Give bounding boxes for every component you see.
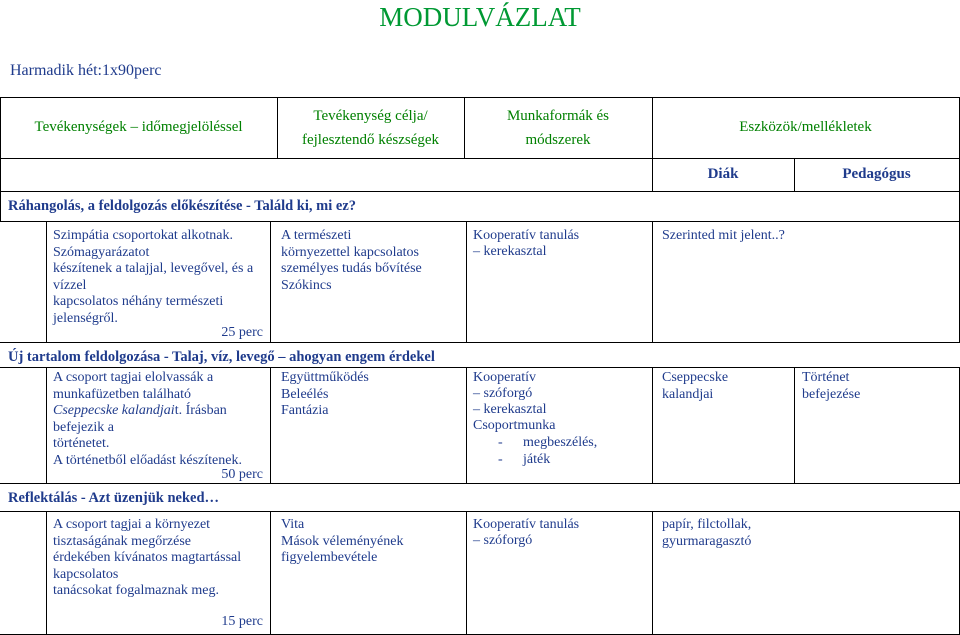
reflection-activity: A csoport tagjai a környezet tisztaságának megőrzése érdekében kívánatos magtartással kapcsolatos tanácsokat fogalmaznak meg. — [53, 517, 242, 598]
warmup-activity: Szimpátia csoportokat alkotnak. Szómagyarázatot készítenek a talajjal, levegővel, és a vízzel kapcsolatos néhány természeti jelenségről. — [53, 228, 254, 326]
section-heading-reflection: Reflektálás - Azt üzenjük neked… — [8, 490, 220, 506]
new-content-diak-tool: Cseppecske kalandjai — [662, 370, 729, 402]
section-heading-warmup: Ráhangolás, a feldolgozás előkészítése - Találd ki, mi ez? — [8, 198, 356, 214]
header-method-line2: módszerek — [525, 132, 591, 148]
new-content-activity-a: A csoport tagjai elolvassák a munkafüzetben található — [53, 370, 214, 402]
warmup-diak-tool: Szerinted mit jelent..? — [662, 228, 785, 243]
reflection-goal: Vita Mások véleményének figyelembevétele — [281, 517, 404, 565]
warmup-goal: A természeti környezettel kapcsolatos személyes tudás bővítése Szókincs — [281, 228, 422, 293]
reflection-diak-tool: papír, filctollak, gyurmaragasztó — [662, 517, 752, 549]
warmup-method-1: Kooperatív tanulás — [473, 228, 580, 243]
section-heading-new-content: Új tartalom feldolgozása - Talaj, víz, levegő – ahogyan engem érdekel — [8, 349, 435, 365]
new-content-activity — [53, 370, 268, 469]
new-content-pedagogus-tool: Történet befejezése — [802, 370, 861, 402]
new-content-method-3: – kerekasztal — [473, 402, 547, 417]
new-content-method-1: Kooperatív — [473, 370, 536, 385]
page-title: MODULVÁZLAT — [379, 2, 581, 32]
header-goal-line2: fejlesztendő készségek — [301, 132, 440, 148]
new-content-activity-b: t. Írásban befejezik a történetet. A történetből előadást készítenek. — [53, 403, 242, 468]
new-content-method-2: – szóforgó — [473, 386, 533, 401]
reflection-method-1: Kooperatív tanulás — [473, 517, 580, 532]
new-content-time: 50 perc — [221, 467, 263, 482]
bullet-dash-icon: - — [498, 435, 503, 450]
header-pedagogus: Pedagógus — [842, 166, 911, 182]
header-activities: Tevékenységek – időmegjelöléssel — [34, 119, 243, 135]
bullet-dash-icon: - — [498, 452, 503, 467]
new-content-method-5: megbeszélés, — [523, 435, 598, 450]
reflection-time: 15 perc — [221, 614, 263, 629]
reflection-method-2: – szóforgó — [473, 533, 533, 548]
header-diak: Diák — [707, 166, 739, 182]
warmup-method-2: – kerekasztal — [473, 244, 547, 259]
header-goal-line1: Tevékenység célja/ — [313, 108, 428, 124]
new-content-method-6: játék — [523, 452, 551, 467]
warmup-time: 25 perc — [221, 325, 263, 340]
page-subtitle: Harmadik hét:1x90perc — [10, 62, 162, 79]
new-content-story-title: Cseppecske kalandjai — [53, 403, 175, 418]
new-content-goal: Együttműködés Beleélés Fantázia — [281, 370, 369, 418]
header-method-line1: Munkaformák és — [506, 108, 610, 124]
header-tools: Eszközök/mellékletek — [739, 119, 872, 135]
new-content-method-4: Csoportmunka — [473, 418, 556, 433]
